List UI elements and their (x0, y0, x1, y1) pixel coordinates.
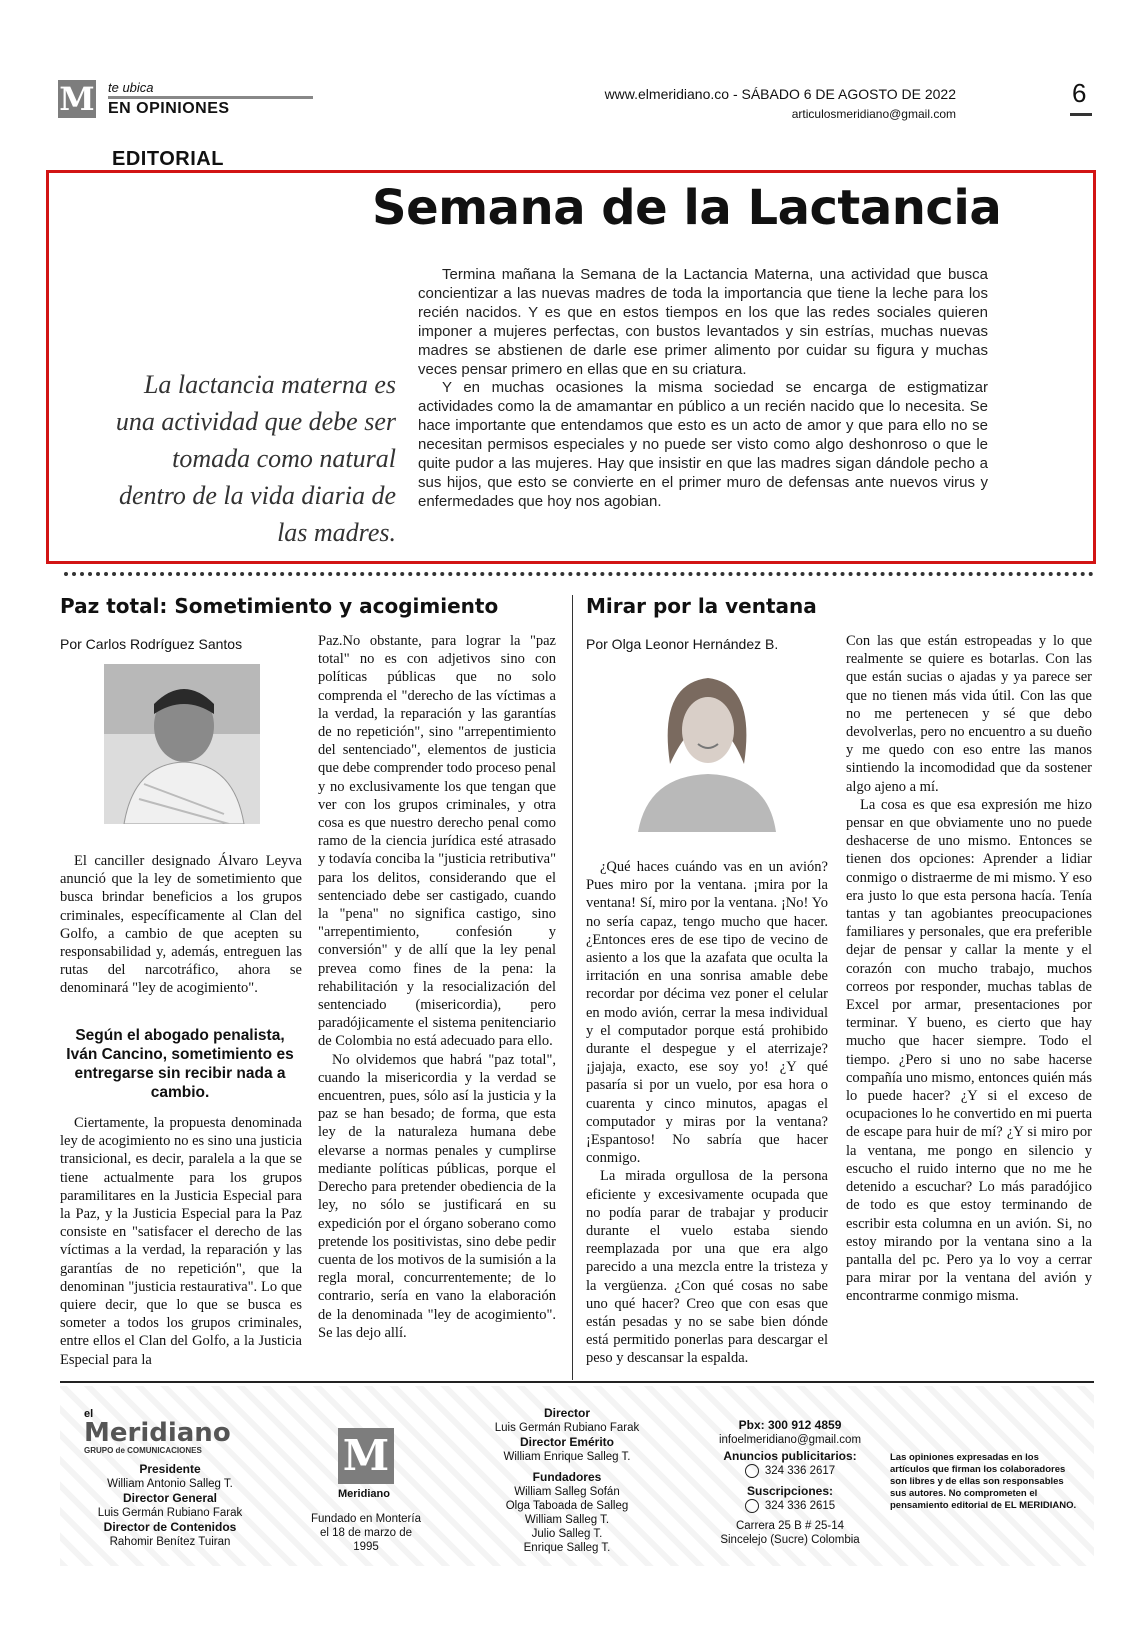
article-paragraph: La cosa es que esa expresión me hizo pensar en que obviamente uno no puede deshacerse de uno mismo. Entonces se tienen dos opciones: Aprender a lidiar conmigo o distraerme de mi mismo. Y eso era justo lo que esta persona hacía. Tenía tantas y tan agobiantes preocupaciones familiares y personales, que era preferible dejar de pensar y callar la mente y el corazón con mucho trabajo, muchos correos por responder, muchas tablas de Excel por armar, presentaciones por terminar. Y bueno, es cierto que hay mucho que hacer siempre. Todo el tiempo. ¿Pero si uno no sabe hacerse compañía uno mismo, entonces quién más lo puede hacer? ¿Y si el exceso de ocupaciones lo he convertido en mi puerta de escape para huir de mí? ¿Y si miro por la ventana, me pongo en silencio y escucho el ruido interno que no me he detenido a escuchar? Lo más paradójico de todo es que estoy terminando de escribir esta columna en un avión. Si, no estoy mirando por la ventana sino a la pantalla del pc. Pero ya lo voy a cerrar para mirar por la ventana del avión y encontrarme conmigo misma. (846, 796, 1092, 1305)
contact-phone: 324 336 2615 (764, 1500, 836, 1513)
staff-name: William Enrique Salleg T. (503, 1451, 631, 1463)
contact-label: Suscripciones: (746, 1484, 834, 1499)
editorial-body (418, 266, 988, 512)
article-byline: Por Olga Leonor Hernández B. (586, 636, 779, 652)
header-rule (108, 96, 313, 99)
author-photo-image (104, 664, 260, 824)
founder-name: Olga Taboada de Salleg (505, 1500, 629, 1512)
article-column (318, 632, 556, 1342)
brand-subtitle: GRUPO de COMUNICACIONES (84, 1446, 202, 1455)
editorial-paragraph: Termina mañana la Semana de la Lactancia Materna, una actividad que busca concientizar a las nuevas madres de toda la importancia que tiene la leche para los recién nacidos. Y es que en estos tiempos en los que las redes sociales quieren imponer a mujeres perfectas, con bustos levantados y sin estrías, muchas nuevas madres se abstienen de darle ese primer alimento por cuidar su figura y muchas veces pensar primero en ellas que en su criatura. (418, 266, 988, 378)
editorial-title: Semana de la Lactancia (372, 180, 1002, 236)
brand-name: Meridiano (84, 1418, 231, 1448)
staff-label: Fundadores (532, 1470, 602, 1484)
article-paragraph: Paz.No obstante, para lograr la "paz total" no es con adjetivos sino con políticas públicas que no solo comprenda el "derecho de las víctimas a la verdad, la reparación y las garantías de no repetición", sino "arrepentimiento del sentenciado", elementos de justicia que debe comprender todo proceso penal y no exclusivamente los que tengan que ver con los grupos criminales, y otra cosa es que nuestro derecho penal como ramo de la ciencia jurídica esté atrasado y todavía conciba la "justicia retributiva" para los delitos, considerando que el sentenciado debe ser castigado, cuando la "pena" no significa castigo, sino "arrepentimiento, confesión y conversión" y de allí que la ley penal prevea como fines de la pena: la rehabilitación y la resocialización del sentenciado (misericordia), pero paradójicamente el sistema penitenciario de Colombia no está adecuado para ello. (318, 633, 556, 1050)
tagline: te ubica (108, 80, 154, 95)
staff-name: Luis Germán Rubiano Farak (97, 1507, 243, 1519)
staff-label: Director de Contenidos (103, 1520, 237, 1534)
footer-directors (472, 1406, 662, 1555)
contact-phone: 324 336 2617 (764, 1465, 836, 1478)
editorial-pullquote: La lactancia materna es una actividad que debe ser tomada como natural dentro de la vida diaria de las madres. (115, 370, 396, 547)
address-line: Carrera 25 B # 25-14 (735, 1520, 845, 1533)
article-column (60, 1114, 302, 1369)
founder-name: William Salleg T. (524, 1514, 610, 1526)
brand-small: el (84, 1408, 94, 1420)
whatsapp-icon (745, 1499, 759, 1513)
founder-name: Enrique Salleg T. (523, 1542, 611, 1554)
newspaper-logo: M (59, 80, 95, 118)
editorial-label: EDITORIAL (112, 148, 224, 170)
author-photo (104, 664, 260, 824)
editorial-paragraph: Y en muchas ocasiones la misma sociedad se encarga de estigmatizar actividades como la de amamantar en público a un recién nacido que lo necesita. Se hace importante que entendamos que esto es un acto de amor y que para ello no se necesitan permisos especiales y no puede ser visto como algo deshonroso o que le quite pudor a las mujeres. Hay que insistir en que las madres sigan dándole pecho a sus hijos, que esto se convierte en el primer muro de defensas ante nuevos virus y enfermedades que hoy nos agobian. (418, 379, 988, 510)
author-photo-image (628, 664, 784, 832)
article-paragraph: Con las que están estropeadas y lo que realmente se quiere es botarlas. Con las que están sucias o ajadas y ya parece ser que no tienen más vida útil. Con las que no me pertenecen y sé que debo devolverlas, pero no encuentro a su dueño y me quedo con eso entre las manos sintiendo la incomodidad que da sostener algo ajeno a mí. (846, 633, 1092, 795)
article-byline: Por Carlos Rodríguez Santos (60, 636, 243, 652)
staff-label: Director Emérito (519, 1435, 615, 1449)
staff-name: Rahomir Benítez Tuiran (109, 1536, 231, 1548)
footer-rule (60, 1381, 1094, 1383)
page-number-rule (1070, 113, 1092, 116)
article-subhead: Según el abogado penalista, Iván Cancino, sometimiento es entregarse sin recibir nada a cambio. (66, 1027, 294, 1101)
footer-contact (690, 1418, 890, 1547)
author-photo (628, 664, 784, 832)
article-paragraph: El canciller designado Álvaro Leyva anunció que la ley de sometimiento que busca brindar beneficios a los grupos criminales, específicamente al Clan del Golfo, a cambio de que acepten su responsabilidad y, además, entreguen las rutas del narcotráfico, ahora se denominará "ley de acogimiento". (60, 853, 302, 997)
contact-label: Anuncios publicitarios: (723, 1449, 857, 1463)
footer-logo: M (338, 1428, 394, 1484)
column-divider (572, 595, 573, 1380)
article-title: Paz total: Sometimiento y acogimiento (60, 594, 499, 618)
staff-label: Director (543, 1406, 590, 1420)
article-column (586, 858, 828, 1368)
page-number: 6 (1072, 78, 1087, 108)
address-line: Sincelejo (Sucre) Colombia (720, 1534, 860, 1547)
footer-brand (84, 1408, 231, 1455)
dateline: www.elmeridiano.co - SÁBADO 6 DE AGOSTO DE 2022 (604, 86, 956, 102)
article-paragraph: Ciertamente, la propuesta denominada ley de acogimiento no es sino una justicia transicional, es decir, paralela a la que se tiene actualmente para los grupos paramilitares en la Justicia Especial para la Paz, y la Justicia Especial para la Paz consiste en "satisfacer el derecho de las víctimas a la verdad, la reparación y las garantías de no repetición", que la denominan "justicia restaurativa". Lo que quiere decir, que lo que se busca es someter a todos los grupos criminales, entre ellos el Clan del Golfo, a la Justicia Especial para la (60, 1115, 303, 1368)
article-column (60, 852, 302, 998)
article-column (846, 632, 1092, 1306)
article-title: Mirar por la ventana (586, 594, 817, 618)
article-paragraph: No olvidemos que habrá "paz total", cuando la misericordia y la verdad se encuentren, pues, sólo así la justicia y la paz se han besado; de forma, que esta ley de la naturaleza humana debe elevarse a normas penales y cumplirse mediante políticas públicas, porque el Derecho para pretender obediencia de la ley, no sólo se justificará en su expedición por el órgano soberano como pretende los positivistas, sino debe pedir cuenta de los motivos de la sumisión a la regla moral, concurrentemente; de lo contrario, sería en vano la elaboración de la denominada "ley de acogimiento". Se las dejo allí. (318, 1051, 556, 1341)
pbx: Pbx: 300 912 4859 (738, 1418, 842, 1432)
section-label: EN OPINIONES (108, 100, 230, 117)
founded-note: Fundado en Montería el 18 de marzo de 1995 (311, 1513, 421, 1553)
staff-name: Luis Germán Rubiano Farak (494, 1422, 640, 1434)
founder-name: William Salleg Sofán (514, 1486, 620, 1498)
whatsapp-icon (745, 1464, 759, 1478)
article-paragraph: ¿Qué haces cuándo vas en un avión? Pues miro por la ventana. ¡mira por la ventana! Sí, miro por la ventana. ¡No! Yo no sería capaz, tengo mucho que hacer. ¿Entonces eres de ese tipo de vecino de asiento a los que la azafata que oculta la irritación en una sonrisa amable debe recordar por décima vez poner el celular en modo avión, cerrar la mesa individual y el computador porque está prohibido durante el despegue y el aterrizaje? ¡jajaja, exacto, ese soy yo! ¿Y qué pasaría si por un vuelo, por esa hora o cuarenta y cinco minutos, apagas el computador y miras por la ventana? ¡Espantoso! No sabría que hacer conmigo. (586, 859, 828, 1167)
staff-name: William Antonio Salleg T. (107, 1478, 233, 1490)
founder-name: Julio Salleg T. (531, 1528, 603, 1540)
footer-staff (70, 1462, 270, 1549)
article-paragraph: La mirada orgullosa de la persona eficiente y excesivamente ocupada que no podía parar de trabajar y producir durante el vuelo estaba siendo reemplazada por una que era algo parecido a una mezcla entre la tristeza y la vergüenza. ¿Con qué cosas no sabe uno qué hacer? Creo que con esas que están pesadas y no se sabe bien dónde está permitido ponerlas para descargar el peso y descansar la espalda. (586, 1168, 828, 1367)
info-email: infoelmeridiano@gmail.com (718, 1434, 862, 1446)
disclaimer: Las opiniones expresadas en los artículos que firman los colaboradores son libres y de ellas son responsables sus autores. No comprometen el pensamiento editorial de EL MERIDIANO. (890, 1452, 1077, 1511)
section-divider (64, 572, 1094, 576)
footer-logo-text: Meridiano (338, 1488, 390, 1500)
staff-label: Presidente (139, 1462, 201, 1476)
staff-label: Director General (122, 1491, 218, 1505)
contact-email: articulosmeridiano@gmail.com (791, 107, 956, 121)
